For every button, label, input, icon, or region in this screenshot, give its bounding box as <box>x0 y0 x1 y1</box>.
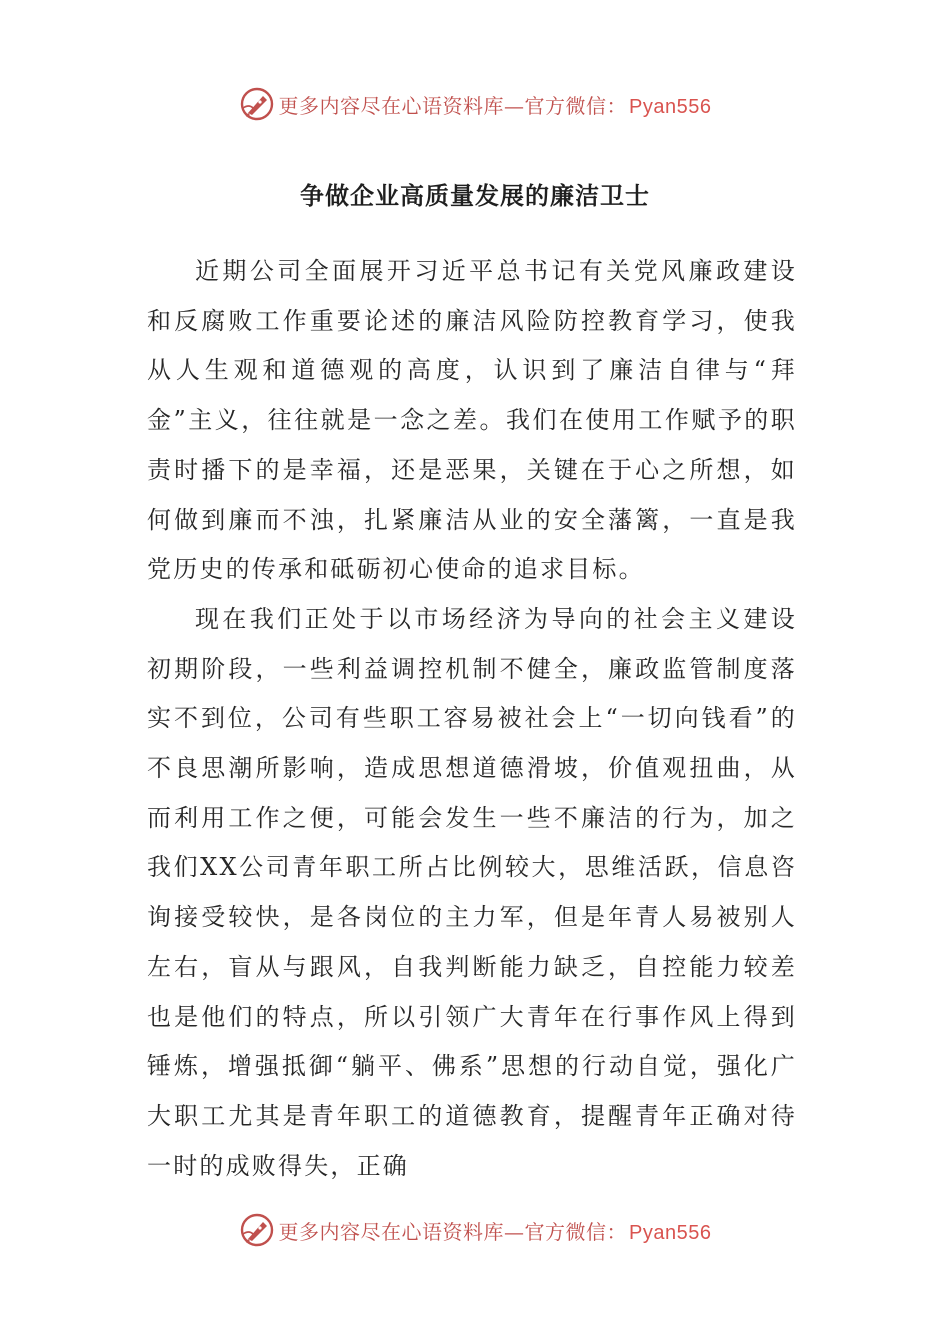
footer-banner <box>0 1210 950 1250</box>
paragraph-2: 现在我们正处于以市场经济为导向的社会主义建设初期阶段，一些利益调控机制不健全，廉政监管制度落实不到位，公司有些职工容易被社会上“一切向钱看”的不良思潮所影响，造成思想道德滑坡，价值观扭曲，从而利用工作之便，可能会发生一些不廉洁的行为，加之我们XX公司青年职工所占比例较大，思维活跃，信息咨询接受较快，是各岗位的主力军，但是年青人易被别人左右，盲从与跟风，自我判断能力缺乏，自控能力较差也是他们的特点，所以引领广大青年在行事作风上得到锤炼，增强抵御“躺平、佛系”思想的行动自觉，强化广大职工尤其是青年职工的道德教育，提醒青年正确对待一时的成败得失，正确 <box>147 604 797 1180</box>
banner-wechat-label: 官方微信： <box>524 93 628 118</box>
banner-wechat-label: 官方微信： <box>524 1219 628 1244</box>
document-title: 争做企业高质量发展的廉洁卫士 <box>300 182 650 210</box>
footer-banner-text <box>279 1216 712 1245</box>
banner-wechat-id: Pyan556 <box>629 95 712 118</box>
banner-separator: — <box>504 1219 525 1244</box>
document-body <box>147 247 797 1191</box>
header-banner-text <box>279 90 712 119</box>
banner-site-text: 更多内容尽在心语资料库 <box>278 1219 505 1244</box>
header-banner <box>0 84 950 124</box>
pen-nib-logo-icon <box>239 1212 275 1248</box>
banner-wechat-id: Pyan556 <box>629 1221 712 1244</box>
banner-separator: — <box>504 93 525 118</box>
pen-nib-logo-icon <box>239 86 275 122</box>
paragraph-1: 近期公司全面展开习近平总书记有关党风廉政建设和反腐败工作重要论述的廉洁风险防控教育学习，使我从人生观和道德观的高度，认识到了廉洁自律与“拜金”主义，往往就是一念之差。我们在使用工作赋予的职责时播下的是幸福，还是恶果，关键在于心之所想，如何做到廉而不浊，扎紧廉洁从业的安全藩篱，一直是我党历史的传承和砥砺初心使命的追求目标。 <box>147 257 797 584</box>
banner-site-text: 更多内容尽在心语资料库 <box>278 93 505 118</box>
